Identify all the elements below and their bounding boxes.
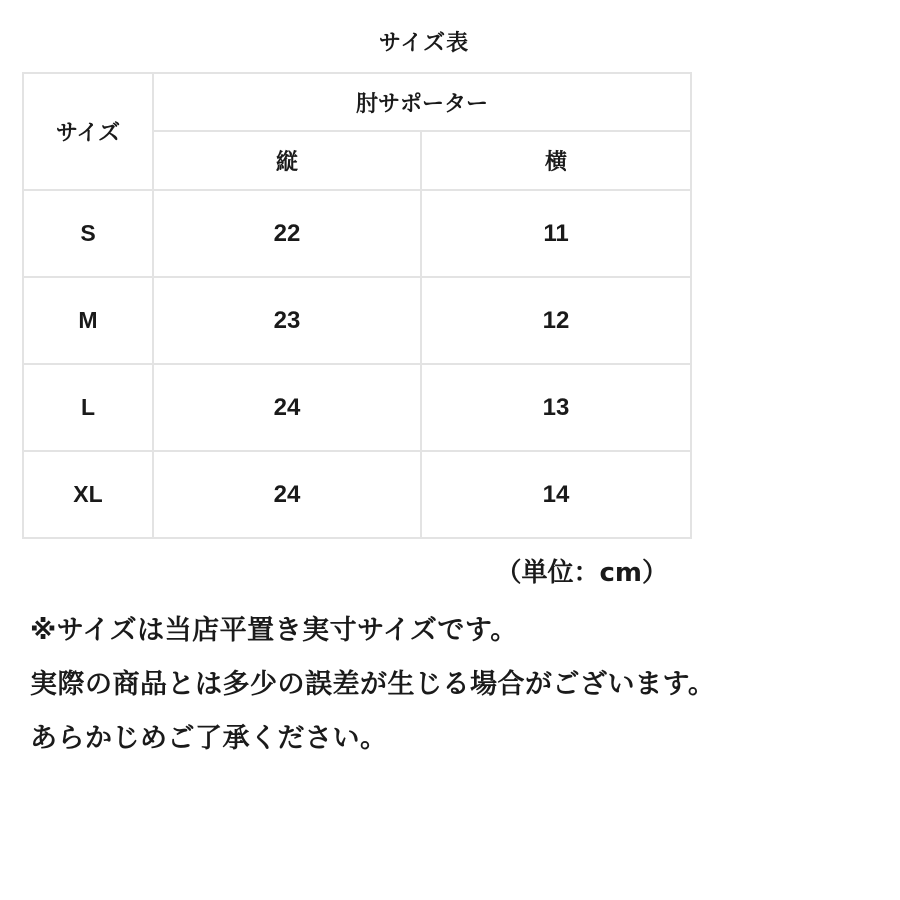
width-cell: 11 <box>421 190 691 277</box>
length-cell: 23 <box>153 277 421 364</box>
table-header-row <box>23 73 691 131</box>
page-title: サイズ表 <box>378 31 470 56</box>
length-column-header: 縦 <box>153 131 421 190</box>
size-cell: L <box>23 364 153 451</box>
size-cell: M <box>23 277 153 364</box>
length-cell: 24 <box>153 364 421 451</box>
table-row <box>23 364 691 451</box>
note-line: あらかじめご了承ください。 <box>30 723 388 754</box>
width-column-header: 横 <box>421 131 691 190</box>
length-cell: 22 <box>153 190 421 277</box>
width-cell: 13 <box>421 364 691 451</box>
size-cell: S <box>23 190 153 277</box>
size-column-header: サイズ <box>23 73 153 190</box>
product-header: 肘サポーター <box>153 73 691 131</box>
unit-note: （単位：cm） <box>495 558 668 588</box>
table-row <box>23 451 691 538</box>
note-line: ※サイズは当店平置き実寸サイズです。 <box>30 615 518 646</box>
table-row <box>23 277 691 364</box>
width-cell: 12 <box>421 277 691 364</box>
size-cell: XL <box>23 451 153 538</box>
note-line: 実際の商品とは多少の誤差が生じる場合がございます。 <box>30 669 716 700</box>
length-cell: 24 <box>153 451 421 538</box>
size-table <box>22 72 692 539</box>
notes <box>30 604 890 766</box>
table-row <box>23 190 691 277</box>
width-cell: 14 <box>421 451 691 538</box>
